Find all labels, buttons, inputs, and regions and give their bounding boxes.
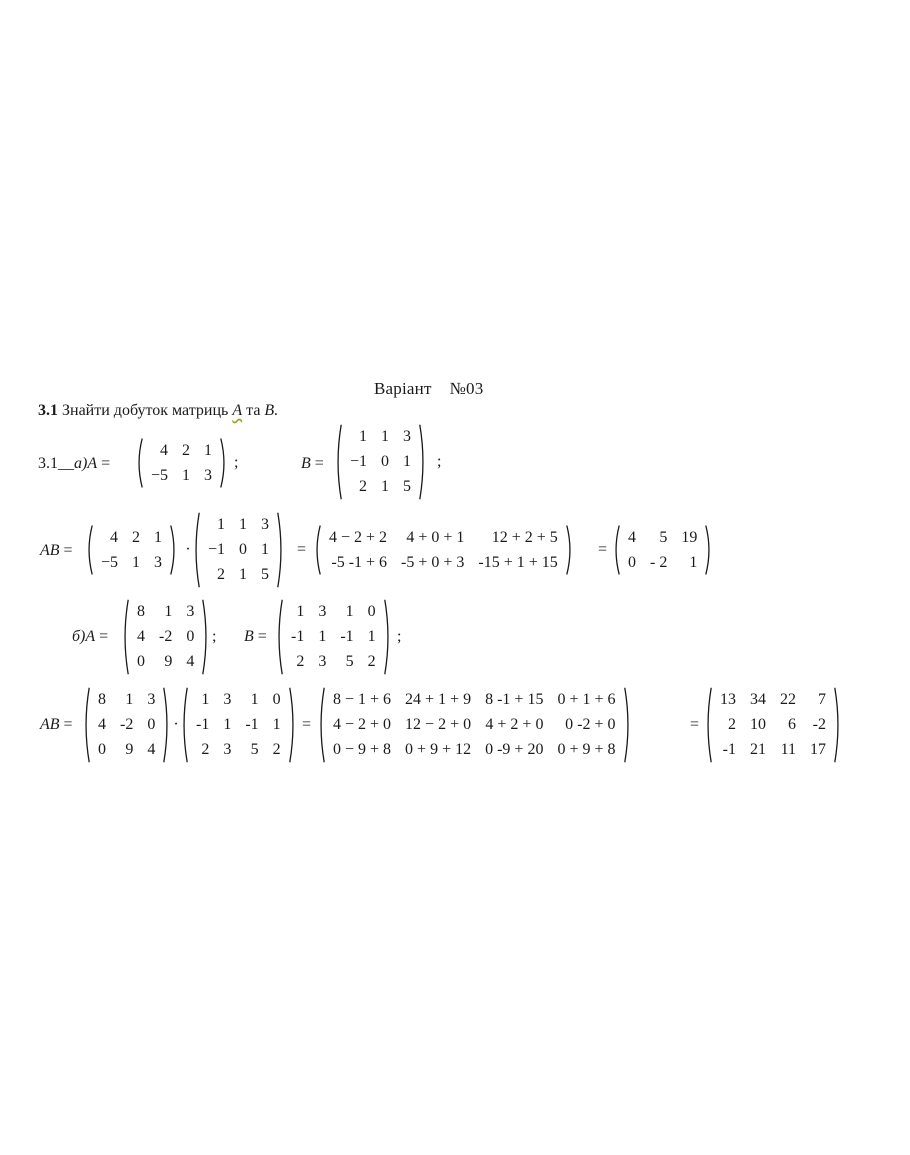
matrix-cell: 4 + 0 + 1	[406, 528, 465, 546]
part-b-b-label	[244, 612, 271, 662]
matrix-cell: 1	[239, 515, 248, 533]
part-b-matrix-b	[275, 599, 392, 675]
equals-sign: =	[302, 716, 312, 733]
matrix-cell: −1	[350, 452, 368, 470]
matrix-row	[91, 687, 162, 712]
matrix-cell: 0	[239, 540, 248, 558]
task-var-b: B.	[264, 402, 279, 419]
equals-sign: =	[101, 455, 111, 472]
matrix-cell: 2	[296, 653, 305, 671]
matrix-cell: 3	[154, 553, 163, 571]
matrix-cell: -1	[291, 627, 305, 645]
task-var-a: A	[232, 402, 243, 419]
part-a-product-matrix-a	[85, 525, 178, 575]
right-paren	[201, 599, 210, 675]
matrix-cell: 1	[345, 602, 354, 620]
equals-sign: =	[598, 541, 608, 558]
matrix-cell: 11	[780, 741, 796, 759]
matrix-row	[284, 650, 383, 675]
matrix-row	[326, 712, 623, 737]
multiply-dot: ·	[185, 541, 191, 558]
task-statement	[38, 402, 278, 420]
right-paren	[418, 424, 427, 500]
matrix-cell: 3	[147, 690, 156, 708]
right-paren	[565, 525, 574, 575]
matrix-cell: 3	[318, 653, 327, 671]
variant-title	[374, 379, 483, 399]
matrix-cell: 5	[345, 653, 354, 671]
matrix-cell: 1	[261, 540, 270, 558]
matrix-cell: 9	[125, 741, 134, 759]
matrix-cell: 1	[403, 452, 412, 470]
matrix-cell: 0	[272, 690, 281, 708]
right-paren	[383, 599, 392, 675]
matrix-cell: 2	[272, 741, 281, 759]
matrix-cell: 34	[750, 690, 766, 708]
task-connector: та	[246, 402, 261, 419]
matrix-cell: 1	[132, 553, 141, 571]
left-paren	[275, 599, 284, 675]
matrix-cell: 13	[720, 690, 736, 708]
matrix-cell: 4	[98, 715, 106, 733]
matrix-cell: 3	[261, 515, 270, 533]
part-b-expanded-matrix	[317, 687, 632, 763]
matrix-cell: 3	[186, 602, 195, 620]
matrix-cell: 1	[689, 553, 698, 571]
part-a-label: а)	[74, 455, 88, 472]
matrix-row	[326, 738, 623, 763]
semicolon: ;	[212, 628, 217, 645]
variant-label: Варіант	[374, 379, 432, 398]
matrix-cell: 1	[182, 466, 191, 484]
matrix-cell: 1	[318, 627, 327, 645]
matrix-cell: 0	[98, 741, 106, 759]
matrix-cell: 8 − 1 + 6	[333, 690, 392, 708]
matrix-row	[343, 449, 418, 474]
matrix-row	[326, 687, 623, 712]
matrix-row	[713, 738, 833, 763]
matrix-cell: 1	[204, 441, 213, 459]
right-paren	[169, 525, 178, 575]
task-text: Знайти добуток матриць	[62, 402, 229, 419]
part-a-expanded-matrix	[313, 525, 574, 575]
matrix-cell: 3	[318, 602, 327, 620]
matrix-row	[94, 550, 169, 575]
matrix-cell: 2	[217, 566, 226, 584]
matrix-cell: 0 − 9 + 8	[333, 741, 392, 759]
matrix-row	[189, 687, 288, 712]
left-paren	[704, 687, 713, 763]
matrix-cell: 2	[182, 441, 191, 459]
matrix-cell: -1	[722, 741, 736, 759]
equals-sign: =	[297, 541, 307, 558]
matrix-cell: 2	[728, 715, 736, 733]
matrix-cell: -1	[340, 627, 354, 645]
equals-sign: =	[314, 455, 324, 472]
matrix-row	[91, 738, 162, 763]
matrix-cell: 17	[810, 741, 826, 759]
matrix-row	[130, 650, 201, 675]
right-paren	[833, 687, 842, 763]
part-b-matrix-a	[121, 599, 210, 675]
equals-sign: =	[690, 716, 700, 733]
matrix-cell: 9	[164, 653, 173, 671]
matrix-cell: 8	[98, 690, 106, 708]
matrix-cell: 4	[110, 528, 119, 546]
matrix-cell: 4	[186, 653, 195, 671]
right-paren	[623, 687, 632, 763]
variant-number: №03	[449, 379, 484, 398]
matrix-row	[343, 424, 418, 449]
matrix-cell: 0 + 1 + 6	[557, 690, 616, 708]
matrix-cell: 4 − 2 + 0	[333, 715, 392, 733]
matrix-cell: 2	[359, 478, 368, 496]
part-a-prefix: 3.1__	[38, 455, 74, 472]
matrix-row	[621, 525, 704, 550]
matrix-cell: 4	[147, 741, 156, 759]
matrix-cell: −5	[101, 553, 119, 571]
part-b-definition-label	[72, 612, 112, 662]
matrix-cell: 1	[367, 627, 376, 645]
matrix-row	[144, 438, 219, 463]
semicolon: ;	[234, 454, 239, 471]
left-paren	[317, 687, 326, 763]
matrix-cell: 1	[201, 690, 210, 708]
part-b-product-matrix-b	[180, 687, 297, 763]
matrix-cell: 1	[381, 478, 390, 496]
part-a-product-matrix-b	[192, 512, 285, 588]
matrix-row	[713, 687, 833, 712]
matrix-cell: 1	[164, 602, 173, 620]
matrix-cell: 8	[137, 602, 145, 620]
part-a-matrix-a	[135, 438, 228, 488]
matrix-cell: 1	[217, 515, 226, 533]
matrix-cell: 4 − 2 + 2	[329, 528, 388, 546]
part-a-a-name: A	[87, 455, 98, 472]
left-paren	[135, 438, 144, 488]
matrix-cell: 19	[681, 528, 698, 546]
matrix-cell: 1	[125, 690, 134, 708]
matrix-row	[130, 599, 201, 624]
equals-sign: =	[257, 628, 267, 645]
matrix-cell: 4	[137, 627, 145, 645]
matrix-cell: 0 -9 + 20	[485, 741, 544, 759]
matrix-cell: 21	[750, 741, 766, 759]
matrix-cell: 10	[750, 715, 766, 733]
semicolon: ;	[397, 628, 402, 645]
matrix-cell: 1	[296, 602, 305, 620]
part-b-product-label	[40, 700, 77, 750]
task-number: 3.1	[38, 402, 58, 419]
matrix-cell: 8 -1 + 15	[485, 690, 544, 708]
part-b-a-name: A	[85, 628, 96, 645]
matrix-cell: 2	[132, 528, 141, 546]
matrix-row	[322, 525, 565, 550]
matrix-cell: 0	[367, 602, 376, 620]
matrix-cell: 1	[250, 690, 259, 708]
matrix-cell: 4 + 2 + 0	[485, 715, 544, 733]
matrix-cell: -5 + 0 + 3	[401, 553, 465, 571]
part-a-matrix-b	[334, 424, 427, 500]
matrix-row	[144, 463, 219, 488]
part-a-product-label	[40, 526, 77, 576]
matrix-row	[201, 537, 276, 562]
matrix-cell: 5	[250, 741, 259, 759]
matrix-cell: 0 + 9 + 12	[405, 741, 472, 759]
left-paren	[192, 512, 201, 588]
part-a-ab: AB	[40, 542, 60, 559]
left-paren	[82, 687, 91, 763]
matrix-cell: 3	[223, 741, 232, 759]
part-b-label: б)	[72, 628, 86, 645]
equals-sign: =	[63, 542, 73, 559]
left-paren	[612, 525, 621, 575]
part-b-product-matrix-a	[82, 687, 171, 763]
matrix-cell: 24 + 1 + 9	[405, 690, 472, 708]
matrix-row	[343, 475, 418, 500]
matrix-row	[189, 712, 288, 737]
matrix-cell: 1	[223, 715, 232, 733]
matrix-cell: 5	[659, 528, 668, 546]
part-b-result-matrix	[704, 687, 842, 763]
matrix-cell: 4	[628, 528, 636, 546]
matrix-cell: -1	[196, 715, 210, 733]
semicolon: ;	[437, 453, 442, 470]
matrix-cell: 7	[818, 690, 826, 708]
matrix-cell: 0 + 9 + 8	[557, 741, 616, 759]
right-paren	[276, 512, 285, 588]
matrix-cell: 6	[788, 715, 796, 733]
left-paren	[334, 424, 343, 500]
matrix-cell: 1	[359, 427, 368, 445]
matrix-cell: - 2	[650, 553, 668, 571]
matrix-cell: 2	[367, 653, 376, 671]
matrix-cell: 4	[160, 441, 169, 459]
matrix-cell: 5	[261, 566, 270, 584]
matrix-cell: -1	[245, 715, 259, 733]
matrix-cell: 0	[137, 653, 145, 671]
matrix-cell: -15 + 1 + 15	[478, 553, 558, 571]
matrix-row	[621, 550, 704, 575]
matrix-row	[94, 525, 169, 550]
matrix-cell: 0	[628, 553, 636, 571]
right-paren	[219, 438, 228, 488]
matrix-cell: -2	[120, 715, 134, 733]
multiply-dot: ·	[173, 716, 179, 733]
matrix-cell: −1	[208, 540, 226, 558]
matrix-row	[130, 624, 201, 649]
matrix-cell: 0	[381, 452, 390, 470]
matrix-row	[284, 599, 383, 624]
matrix-row	[284, 624, 383, 649]
matrix-cell: 2	[201, 741, 210, 759]
matrix-cell: -2	[159, 627, 173, 645]
matrix-cell: 22	[780, 690, 796, 708]
matrix-cell: 1	[272, 715, 281, 733]
matrix-cell: 3	[204, 466, 213, 484]
matrix-row	[189, 738, 288, 763]
part-a-b-name: B	[301, 455, 311, 472]
right-paren	[288, 687, 297, 763]
part-a-b-label	[301, 440, 328, 488]
matrix-cell: -5 -1 + 6	[331, 553, 388, 571]
matrix-cell: 1	[239, 566, 248, 584]
matrix-cell: 1	[381, 427, 390, 445]
matrix-cell: 0	[147, 715, 156, 733]
right-paren	[162, 687, 171, 763]
left-paren	[85, 525, 94, 575]
part-a-result-matrix	[612, 525, 713, 575]
matrix-cell: −5	[151, 466, 169, 484]
matrix-row	[201, 512, 276, 537]
matrix-cell: 3	[403, 427, 412, 445]
part-b-ab: AB	[40, 716, 60, 733]
matrix-cell: 3	[223, 690, 232, 708]
left-paren	[180, 687, 189, 763]
matrix-cell: 1	[154, 528, 163, 546]
right-paren	[704, 525, 713, 575]
matrix-cell: -2	[812, 715, 826, 733]
matrix-cell: 12 + 2 + 5	[491, 528, 558, 546]
matrix-row	[201, 563, 276, 588]
matrix-cell: 0 -2 + 0	[565, 715, 616, 733]
matrix-cell: 12 − 2 + 0	[405, 715, 472, 733]
part-a-definition-label	[38, 440, 114, 488]
matrix-row	[713, 712, 833, 737]
equals-sign: =	[63, 716, 73, 733]
left-paren	[313, 525, 322, 575]
part-b-b-name: B	[244, 628, 254, 645]
matrix-cell: 5	[403, 478, 412, 496]
matrix-cell: 0	[186, 627, 195, 645]
matrix-row	[322, 550, 565, 575]
matrix-row	[91, 712, 162, 737]
equals-sign: =	[99, 628, 109, 645]
left-paren	[121, 599, 130, 675]
